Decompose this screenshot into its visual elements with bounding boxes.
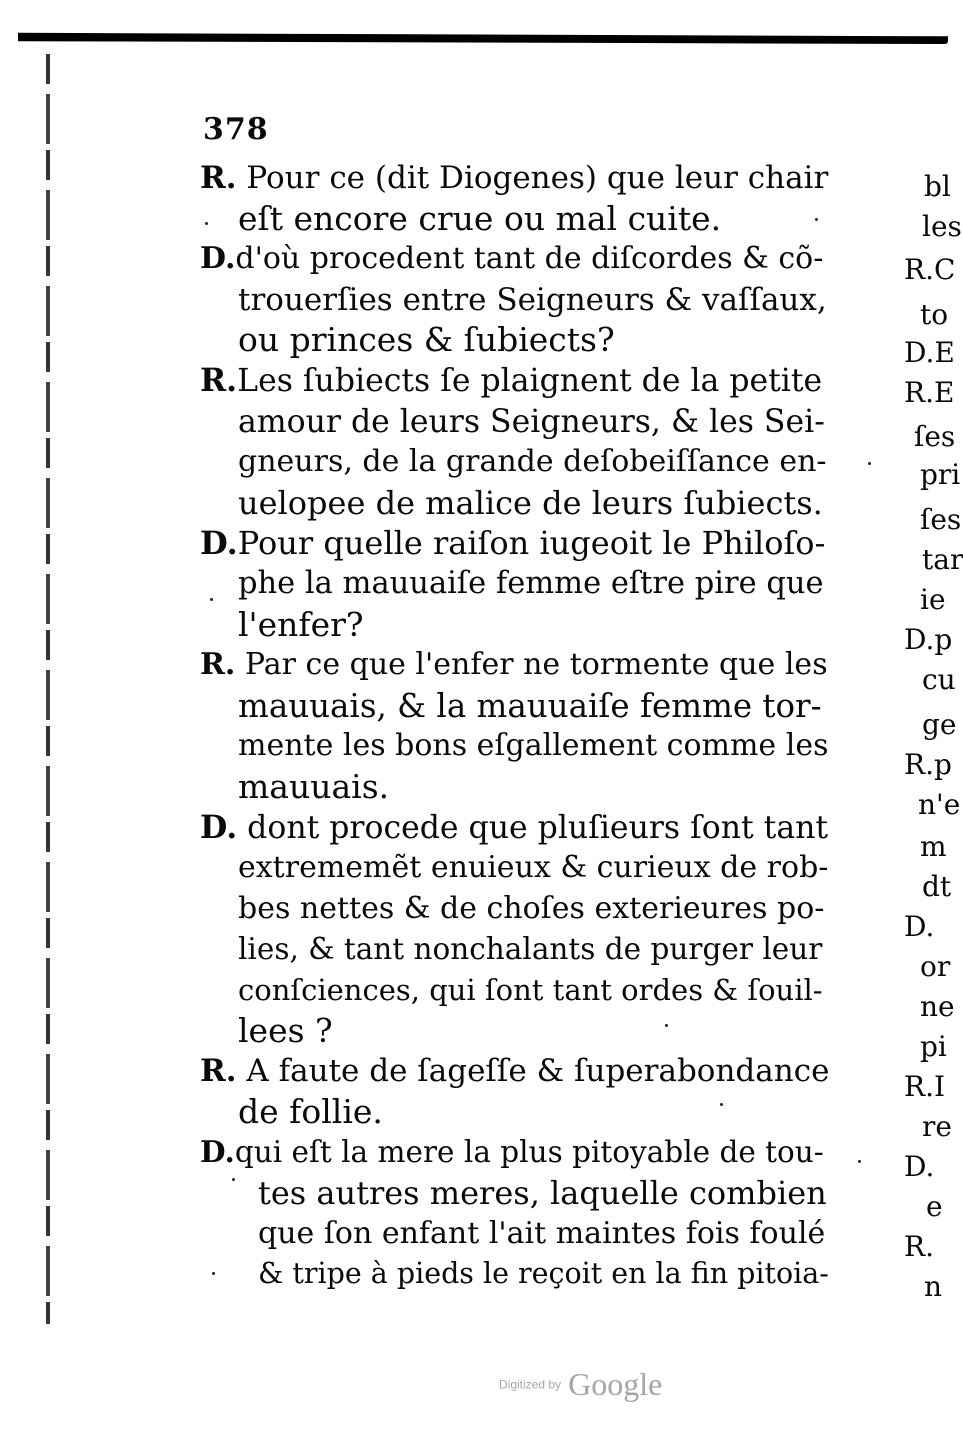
- line-text: gneurs, de la grande deſobeiſſance en-: [238, 444, 827, 480]
- text-line: [200, 361, 822, 401]
- edge-fragment: re: [922, 1110, 952, 1143]
- text-line: [238, 929, 822, 969]
- line-text: dont procede que pluſieurs ſont tant: [237, 809, 829, 846]
- line-text: eſt encore crue ou mal cuite.: [238, 198, 722, 238]
- line-text: conſciences, qui ſont tant ordes & ſouil-: [238, 973, 823, 1007]
- text-line: [238, 1092, 383, 1132]
- edge-fragment: R.: [904, 1230, 934, 1263]
- edge-fragment: ſes: [914, 420, 956, 453]
- line-text: Pour quelle raiſon iugeoit le Philoſo-: [237, 524, 826, 563]
- edge-fragment: D.p: [904, 623, 953, 656]
- text-line: [258, 1173, 827, 1213]
- text-line: [238, 199, 721, 239]
- text-line: [238, 970, 823, 1010]
- edge-fragment: or: [920, 950, 951, 983]
- edge-fragment: R.E: [904, 376, 955, 409]
- edge-fragment: tar: [922, 543, 963, 576]
- text-line: [258, 1214, 825, 1254]
- line-text: l'enfer?: [238, 604, 364, 644]
- speaker-marker: R.: [200, 160, 237, 196]
- speaker-marker: R.: [200, 1053, 237, 1090]
- text-line: [200, 239, 823, 279]
- line-text: mente les bons eſgallement comme les: [238, 728, 829, 764]
- text-line: [200, 808, 828, 848]
- text-line: [200, 523, 825, 563]
- edge-fragment: R.I: [904, 1070, 946, 1103]
- edge-fragment: ſes: [920, 503, 962, 536]
- line-text: extrememẽt enuieux & curieux de rob-: [238, 850, 829, 886]
- top-edge-bar: [18, 30, 948, 44]
- speaker-marker: D.: [200, 808, 238, 846]
- edge-fragment: cu: [922, 663, 956, 696]
- line-text: ou princes & ſubiects?: [238, 320, 615, 360]
- text-line: [200, 1132, 824, 1172]
- edge-fragment: D.: [904, 1150, 935, 1183]
- edge-fragment: D.: [904, 910, 935, 943]
- edge-fragment: m: [920, 830, 947, 863]
- edge-fragment: dt: [922, 870, 952, 903]
- text-line: [238, 442, 827, 482]
- text-line: [238, 605, 364, 645]
- line-text: d'où procedent tant de diſcordes & cõ-: [235, 241, 824, 277]
- text-line: [238, 402, 825, 442]
- line-text: lees ?: [238, 1010, 333, 1050]
- line-text: lies, & tant nonchalants de purger leur: [238, 932, 823, 967]
- line-text: uelopee de malice de leurs ſubiects.: [238, 483, 823, 522]
- text-line: [200, 645, 828, 685]
- edge-fragment: R.C: [904, 253, 956, 286]
- speaker-marker: D.: [200, 524, 238, 563]
- line-text: tes autres meres, laquelle combien: [258, 1174, 827, 1212]
- text-line: [238, 483, 823, 523]
- text-line: [238, 726, 828, 766]
- text-line: [238, 767, 389, 807]
- line-text: qui eſt la mere la plus pitoyable de tou-: [234, 1135, 824, 1170]
- line-text: A faute de ſageſſe & ſuperabondance: [236, 1053, 830, 1090]
- digitized-by-google-watermark: [499, 1366, 662, 1403]
- edge-fragment: n: [924, 1270, 943, 1303]
- text-line: [238, 686, 822, 726]
- edge-fragment: e: [926, 1190, 943, 1223]
- text-line: [200, 1051, 829, 1091]
- edge-fragment: D.E: [904, 336, 955, 369]
- edge-fragment: pri: [920, 458, 961, 491]
- text-line: [238, 1011, 333, 1051]
- binding-gutter: [46, 54, 50, 1324]
- line-text: bes nettes & de choſes exterieures po-: [238, 890, 825, 926]
- line-text: mauuais, & la mauuaiſe femme tor-: [238, 686, 822, 725]
- text-line: [238, 280, 827, 320]
- line-text: trouerſies entre Seigneurs & vaſſaux,: [238, 281, 827, 318]
- edge-fragment: to: [920, 298, 949, 331]
- edge-fragment: ge: [922, 708, 957, 741]
- line-text: Les ſubiects ſe plaignent de la petite: [237, 363, 823, 399]
- line-text: Par ce que l'enfer ne tormente que les: [235, 647, 828, 683]
- text-line: [258, 1254, 829, 1294]
- edge-fragment: ie: [920, 583, 946, 616]
- edge-fragment: bl: [924, 170, 951, 203]
- speaker-marker: D.: [200, 1134, 235, 1170]
- watermark-prefix: Digitized by: [499, 1377, 562, 1392]
- text-line: [200, 158, 828, 198]
- speaker-marker: D.: [200, 241, 236, 277]
- line-text: phe la mauuaiſe femme eſtre pire que: [238, 566, 824, 601]
- line-text: que ſon enfant l'ait maintes fois foulé: [258, 1215, 826, 1251]
- line-text: mauuais.: [238, 767, 390, 806]
- line-text: Pour ce (dit Diogenes) que leur chair: [236, 160, 829, 196]
- edge-fragment: les: [922, 210, 962, 243]
- text-line: [238, 848, 828, 888]
- edge-fragment: ne: [920, 990, 955, 1023]
- speaker-marker: R.: [200, 647, 236, 683]
- text-line: [238, 889, 824, 929]
- google-logo: Google: [568, 1366, 663, 1402]
- text-line: [238, 320, 615, 360]
- edge-fragment: R.p: [904, 748, 952, 781]
- facing-page-edge: [894, 158, 963, 1318]
- speaker-marker: R.: [200, 362, 238, 399]
- line-text: & tripe à pieds le reçoit en la fin pitoia-: [258, 1257, 829, 1291]
- line-text: de follie.: [238, 1091, 383, 1131]
- line-text: amour de leurs Seigneurs, & les Sei-: [238, 403, 825, 440]
- text-line: [238, 564, 824, 604]
- edge-fragment: pi: [920, 1030, 947, 1063]
- page-number: 378: [203, 112, 269, 147]
- edge-fragment: n'e: [918, 788, 961, 821]
